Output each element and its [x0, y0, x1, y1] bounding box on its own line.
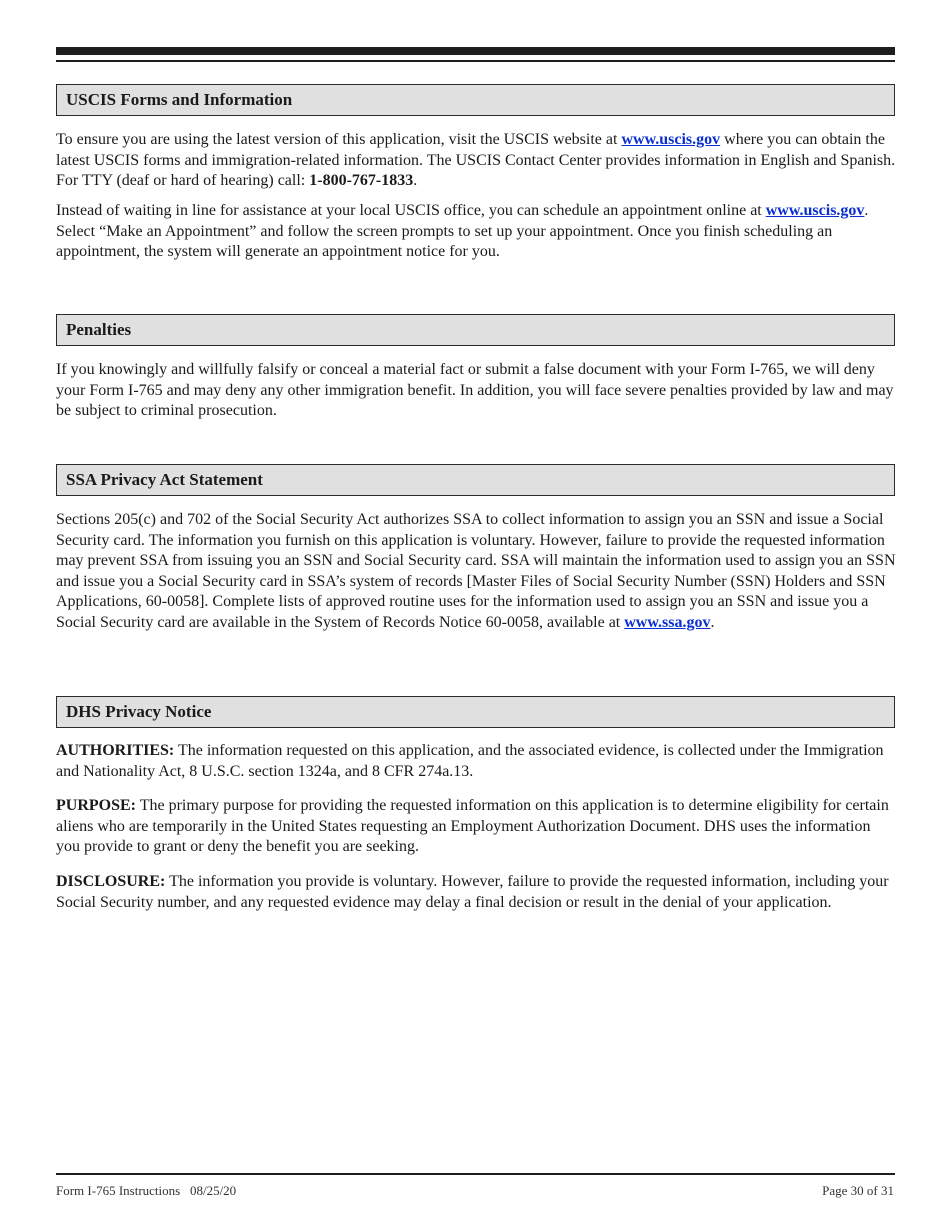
section-heading-forms-info: USCIS Forms and Information: [56, 84, 895, 116]
section-heading-dhs-privacy: DHS Privacy Notice: [56, 696, 895, 728]
top-rule-thick: [56, 47, 895, 55]
forms-info-paragraph-1: To ensure you are using the latest version of this application, visit the USCIS website at www.uscis.gov where you can obtain the latest USCIS forms and immigration-related information. The USCIS Contact Center provides information in English and Spanish. For TTY (deaf or hard of hearing) call: 1-800-767-1833.: [56, 131, 896, 189]
dhs-authorities-paragraph: AUTHORITIES: The information requested on this application, and the associated evidence, is collected under the Immigration and Nationality Act, 8 U.S.C. section 1324a, and 8 CFR 274a.13.: [56, 742, 884, 780]
footer-form-name: Form I-765 Instructions 08/25/20: [56, 1183, 237, 1198]
dhs-disclosure-paragraph: DISCLOSURE: The information you provide is voluntary. However, failure to provide the requested information, including your Social Security number, and any requested evidence may delay a final decision or result in the denial of your application.: [56, 873, 889, 911]
forms-info-paragraph-2: Instead of waiting in line for assistance at your local USCIS office, you can schedule an appointment online at www.uscis.gov. Select “Make an Appointment” and follow the screen prompts to set up your appointment. Once you finish scheduling an appointment, the system will generate an appointment notice for you.: [56, 202, 869, 260]
ssa-website-link[interactable]: www.ssa.gov: [624, 613, 711, 631]
dhs-purpose-paragraph: PURPOSE: The primary purpose for providing the requested information on this application is to determine eligibility for certain aliens who are temporarily in the United States requesting an Employment Authorization Document. DHS uses the information you provide to grant or deny the benefit you are seeking.: [56, 797, 889, 855]
disclosure-label: DISCLOSURE:: [56, 873, 166, 890]
purpose-label: PURPOSE:: [56, 797, 136, 814]
section-heading-penalties: Penalties: [56, 314, 895, 346]
penalties-paragraph: If you knowingly and willfully falsify or conceal a material fact or submit a false document with your Form I-765, we will deny your Form I-765 and may deny any other immigration benefit. In addition, you will face severe penalties provided by law and may be subject to criminal prosecution.: [56, 361, 894, 419]
uscis-appointment-link[interactable]: www.uscis.gov: [765, 202, 865, 219]
section-heading-ssa-privacy: SSA Privacy Act Statement: [56, 464, 895, 496]
footer-page-number: Page 30 of 31: [822, 1183, 894, 1198]
authorities-label: AUTHORITIES:: [56, 742, 175, 759]
top-rule-thin: [56, 60, 895, 62]
uscis-website-link[interactable]: www.uscis.gov: [621, 131, 721, 148]
footer-rule: [56, 1173, 895, 1175]
ssa-privacy-paragraph: Sections 205(c) and 702 of the Social Security Act authorizes SSA to collect information to assign you an SSN and issue a Social Security card. The information you furnish on this application is voluntary. However, failure to provide the requested information may prevent SSA from issuing you an SSN and Social Security card. SSA will maintain the information used to assign you an SSN and issue you a Social Security card in SSA’s system of records [Master Files of Social Security Number (SSN) Holders and SSN Applications, 60-0058]. Complete lists of approved routine uses for the information used to assign you an SSN and issue you a Social Security card are available in the System of Records Notice 60-0058, available at www.ssa.gov.: [56, 511, 896, 631]
tty-phone-number: 1-800-767-1833: [309, 172, 414, 189]
